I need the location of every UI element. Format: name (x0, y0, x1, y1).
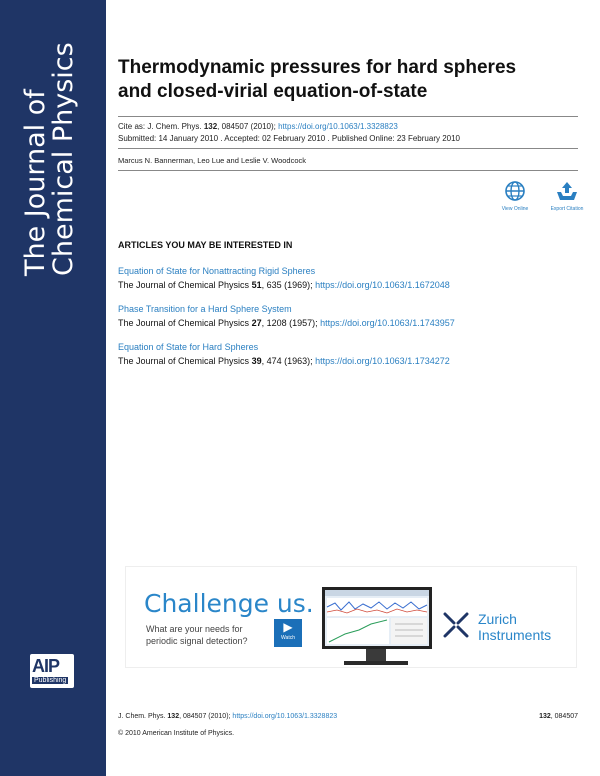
journal-title-line2: Chemical Physics (48, 42, 79, 276)
related-article-citation (118, 356, 578, 366)
ad-brand-line2: Instruments (478, 627, 552, 643)
related-article-title-link[interactable]: Equation of State for Hard Spheres (118, 342, 259, 352)
export-icon (555, 180, 579, 202)
ad-headline: Challenge us. (144, 589, 314, 618)
ad-brand-name (478, 611, 551, 643)
cite-volume: 132 (203, 122, 218, 131)
view-online-label: View Online (501, 206, 529, 212)
journal-title-line1: The Journal of (20, 89, 51, 276)
footer-doi-link[interactable]: https://doi.org/10.1063/1.3328823 (232, 713, 338, 720)
aip-publishing-logo[interactable] (30, 654, 74, 688)
related-article (118, 304, 578, 328)
related-doi-link[interactable]: https://doi.org/10.1063/1.1743957 (320, 318, 455, 328)
article-doi-link[interactable]: https://doi.org/10.1063/1.3328823 (278, 122, 398, 131)
ad-question (146, 623, 276, 647)
related-rest: , 1208 (1957); (261, 318, 321, 328)
aip-logo-text: AIP (32, 656, 60, 676)
related-article-title-link[interactable]: Equation of State for Nonattracting Rigid Spheres (118, 266, 316, 276)
article-authors: Marcus N. Bannerman, Leo Lue and Leslie V. Woodcock (118, 156, 307, 165)
related-rest: , 474 (1963); (261, 356, 316, 366)
related-article-citation (118, 280, 578, 290)
export-citation-button[interactable] (542, 180, 592, 212)
divider (118, 116, 578, 117)
aip-logo-subtext: Publishing (34, 677, 67, 684)
play-icon: ▶ (283, 620, 293, 634)
ad-watch-button[interactable] (274, 619, 302, 647)
divider (118, 148, 578, 149)
footer-cite-prefix: J. Chem. Phys. (118, 713, 168, 720)
related-volume: 51 (251, 280, 262, 290)
article-title-line2: and closed-virial equation-of-state (118, 81, 428, 102)
journal-sidebar (0, 0, 106, 776)
citation-line (118, 122, 398, 131)
monitor-base (344, 661, 408, 665)
related-article (118, 342, 578, 366)
divider (118, 170, 578, 171)
related-article (118, 266, 578, 290)
article-title (118, 56, 578, 104)
monitor-stand (366, 649, 386, 661)
monitor-image (322, 587, 432, 649)
ad-brand-line1: Zurich (478, 611, 517, 627)
footer-right-rest: , 084507 (550, 713, 578, 720)
view-online-button[interactable] (490, 180, 540, 212)
related-journal: The Journal of Chemical Physics (118, 318, 252, 328)
screen-graph-icon (325, 590, 429, 646)
export-citation-label: Export Citation (550, 206, 584, 212)
ad-watch-label: Watch (281, 635, 295, 641)
footer-page-id (539, 713, 578, 720)
cite-prefix: Cite as: J. Chem. Phys. (118, 122, 204, 131)
journal-title (22, 42, 78, 276)
ad-question-line2: periodic signal detection? (146, 636, 248, 646)
article-dates: Submitted: 14 January 2010 . Accepted: 02 February 2010 . Published Online: 23 February 2010 (118, 134, 460, 143)
monitor-screen (325, 590, 429, 646)
globe-icon (504, 180, 526, 202)
article-title-line1: Thermodynamic pressures for hard spheres (118, 57, 517, 78)
related-volume: 27 (251, 318, 262, 328)
related-journal: The Journal of Chemical Physics (118, 356, 252, 366)
footer-copyright: © 2010 American Institute of Physics. (118, 730, 235, 737)
footer-rest: , 084507 (2010); (179, 713, 233, 720)
cite-rest: , 084507 (2010); (217, 122, 279, 131)
related-article-title-link[interactable]: Phase Transition for a Hard Sphere System (118, 304, 292, 314)
related-rest: , 635 (1969); (261, 280, 316, 290)
advertisement-banner[interactable] (125, 566, 577, 668)
related-doi-link[interactable]: https://doi.org/10.1063/1.1672048 (315, 280, 450, 290)
related-articles-heading: ARTICLES YOU MAY BE INTERESTED IN (118, 240, 293, 250)
related-article-citation (118, 318, 578, 328)
footer-right-volume: 132 (539, 713, 551, 720)
related-journal: The Journal of Chemical Physics (118, 280, 252, 290)
ad-question-line1: What are your needs for (146, 624, 243, 634)
zurich-instruments-logo-icon (442, 611, 470, 639)
related-doi-link[interactable]: https://doi.org/10.1063/1.1734272 (315, 356, 450, 366)
footer-volume: 132 (167, 713, 180, 720)
related-volume: 39 (251, 356, 262, 366)
footer-citation (118, 713, 337, 720)
